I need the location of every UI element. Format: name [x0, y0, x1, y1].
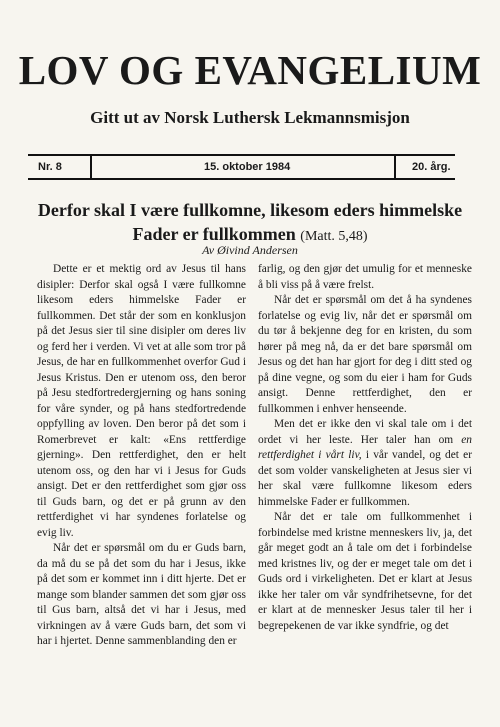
issue-divider-right: [394, 156, 396, 178]
emphasis-text: en rettferdighet i vårt liv,: [258, 433, 472, 461]
article-byline: Av Øivind Andersen: [202, 243, 298, 257]
paragraph-text: i vår vandel, og det er det som volder vanskeligheten at Jesus sier vi her skal være fullkomne likesom eders himmelske Fader er fullkommen.: [258, 449, 472, 508]
paragraph: Når det er spørsmål om du er Guds barn, da må du se på det som du har i Jesus, ikke på det som er kommet inn i ditt hjerte. Det er mange som blander sammen det som gjør oss til Gus barn, altså det vi har i Jesus, med virkningen av å være Guds barn, det som vi har i hjertet. Denne sammenblanding den er: [37, 542, 246, 647]
issue-bar: [28, 154, 455, 180]
article-reference: (Matt. 5,48): [300, 229, 368, 244]
article-column-right: [258, 262, 472, 634]
article-title-line2-text: Fader er fullkommen: [132, 224, 296, 244]
article-title-line1: Derfor skal I være fullkomne, likesom eders himmelske: [37, 200, 463, 220]
paragraph: Dette er et mektig ord av Jesus til hans disipler: Derfor skal også I være fullkomne likesom eders himmelske Fader er fullkommen. Det står der som en konklusjon på det Jesus sier til sine disipler om deres liv og ferd her i verden. Vi vet at alle som tror på Jesus, de har en fullkommenhet overfor Gud i Jesus Kristus. Den er utenom oss, den beror på Jesu stedfortredergjerning og hans soning for våre synder, og på hans stedfortredende oppfylling av loven. Den beror på det som i Romerbrevet er kalt: «Ens rettferdige gjerning». Den rettferdighet, den er helt utenom oss, og den har vi i Jesus for Guds ansigt. Det er den rettferdighet som gjør oss til Guds barn, og det er på grunn av den rettferdighet vi har syndenes forlatelse og evig liv.: [37, 263, 246, 539]
paragraph: Når det er tale om fullkommenhet i forbindelse med kristne menneskers liv, ja, det går meget godt an å tale om det i forbindelse med kristnes liv, og der er meget tale om det i Guds ord i virkeligheten. Det er klart at Jesus ikke her taler om vår syndfrihetsevne, for det er klart at de mennesker Jesus taler til her i begrepekenen de var ikke syndfrie, og det: [258, 511, 472, 632]
paragraph: [258, 417, 472, 510]
paragraph-text: Men det er ikke den vi skal tale om i det ordet vi her leste. Her taler han om: [258, 418, 472, 446]
article-column-left: [37, 262, 246, 650]
issue-volume: 20. årg.: [412, 161, 451, 173]
issue-number: Nr. 8: [38, 161, 62, 173]
paragraph: Når det er spørsmål om det å ha syndenes forlatelse og evig liv, når det er spørsmål om du tør å bekjenne deg for en kristen, du som hører på meg nå, da er det bare spørsmål om Jesus og det han har gjort for deg i ditt sted og på dine vegne, og som du eier i ham for Guds ansigt. Denne rettferdighet, den er fullkommen i enhver henseende.: [258, 294, 472, 415]
issue-divider-left: [90, 156, 92, 178]
issue-date: 15. oktober 1984: [204, 161, 291, 173]
paragraph: farlig, og den gjør det umulig for et menneske å bli viss på å være frelst.: [258, 263, 472, 291]
masthead-title: LOV OG EVANGELIUM: [18, 47, 482, 93]
article-title: [0, 198, 500, 249]
masthead-subtitle: Gitt ut av Norsk Luthersk Lekmannsmisjon: [90, 108, 410, 127]
